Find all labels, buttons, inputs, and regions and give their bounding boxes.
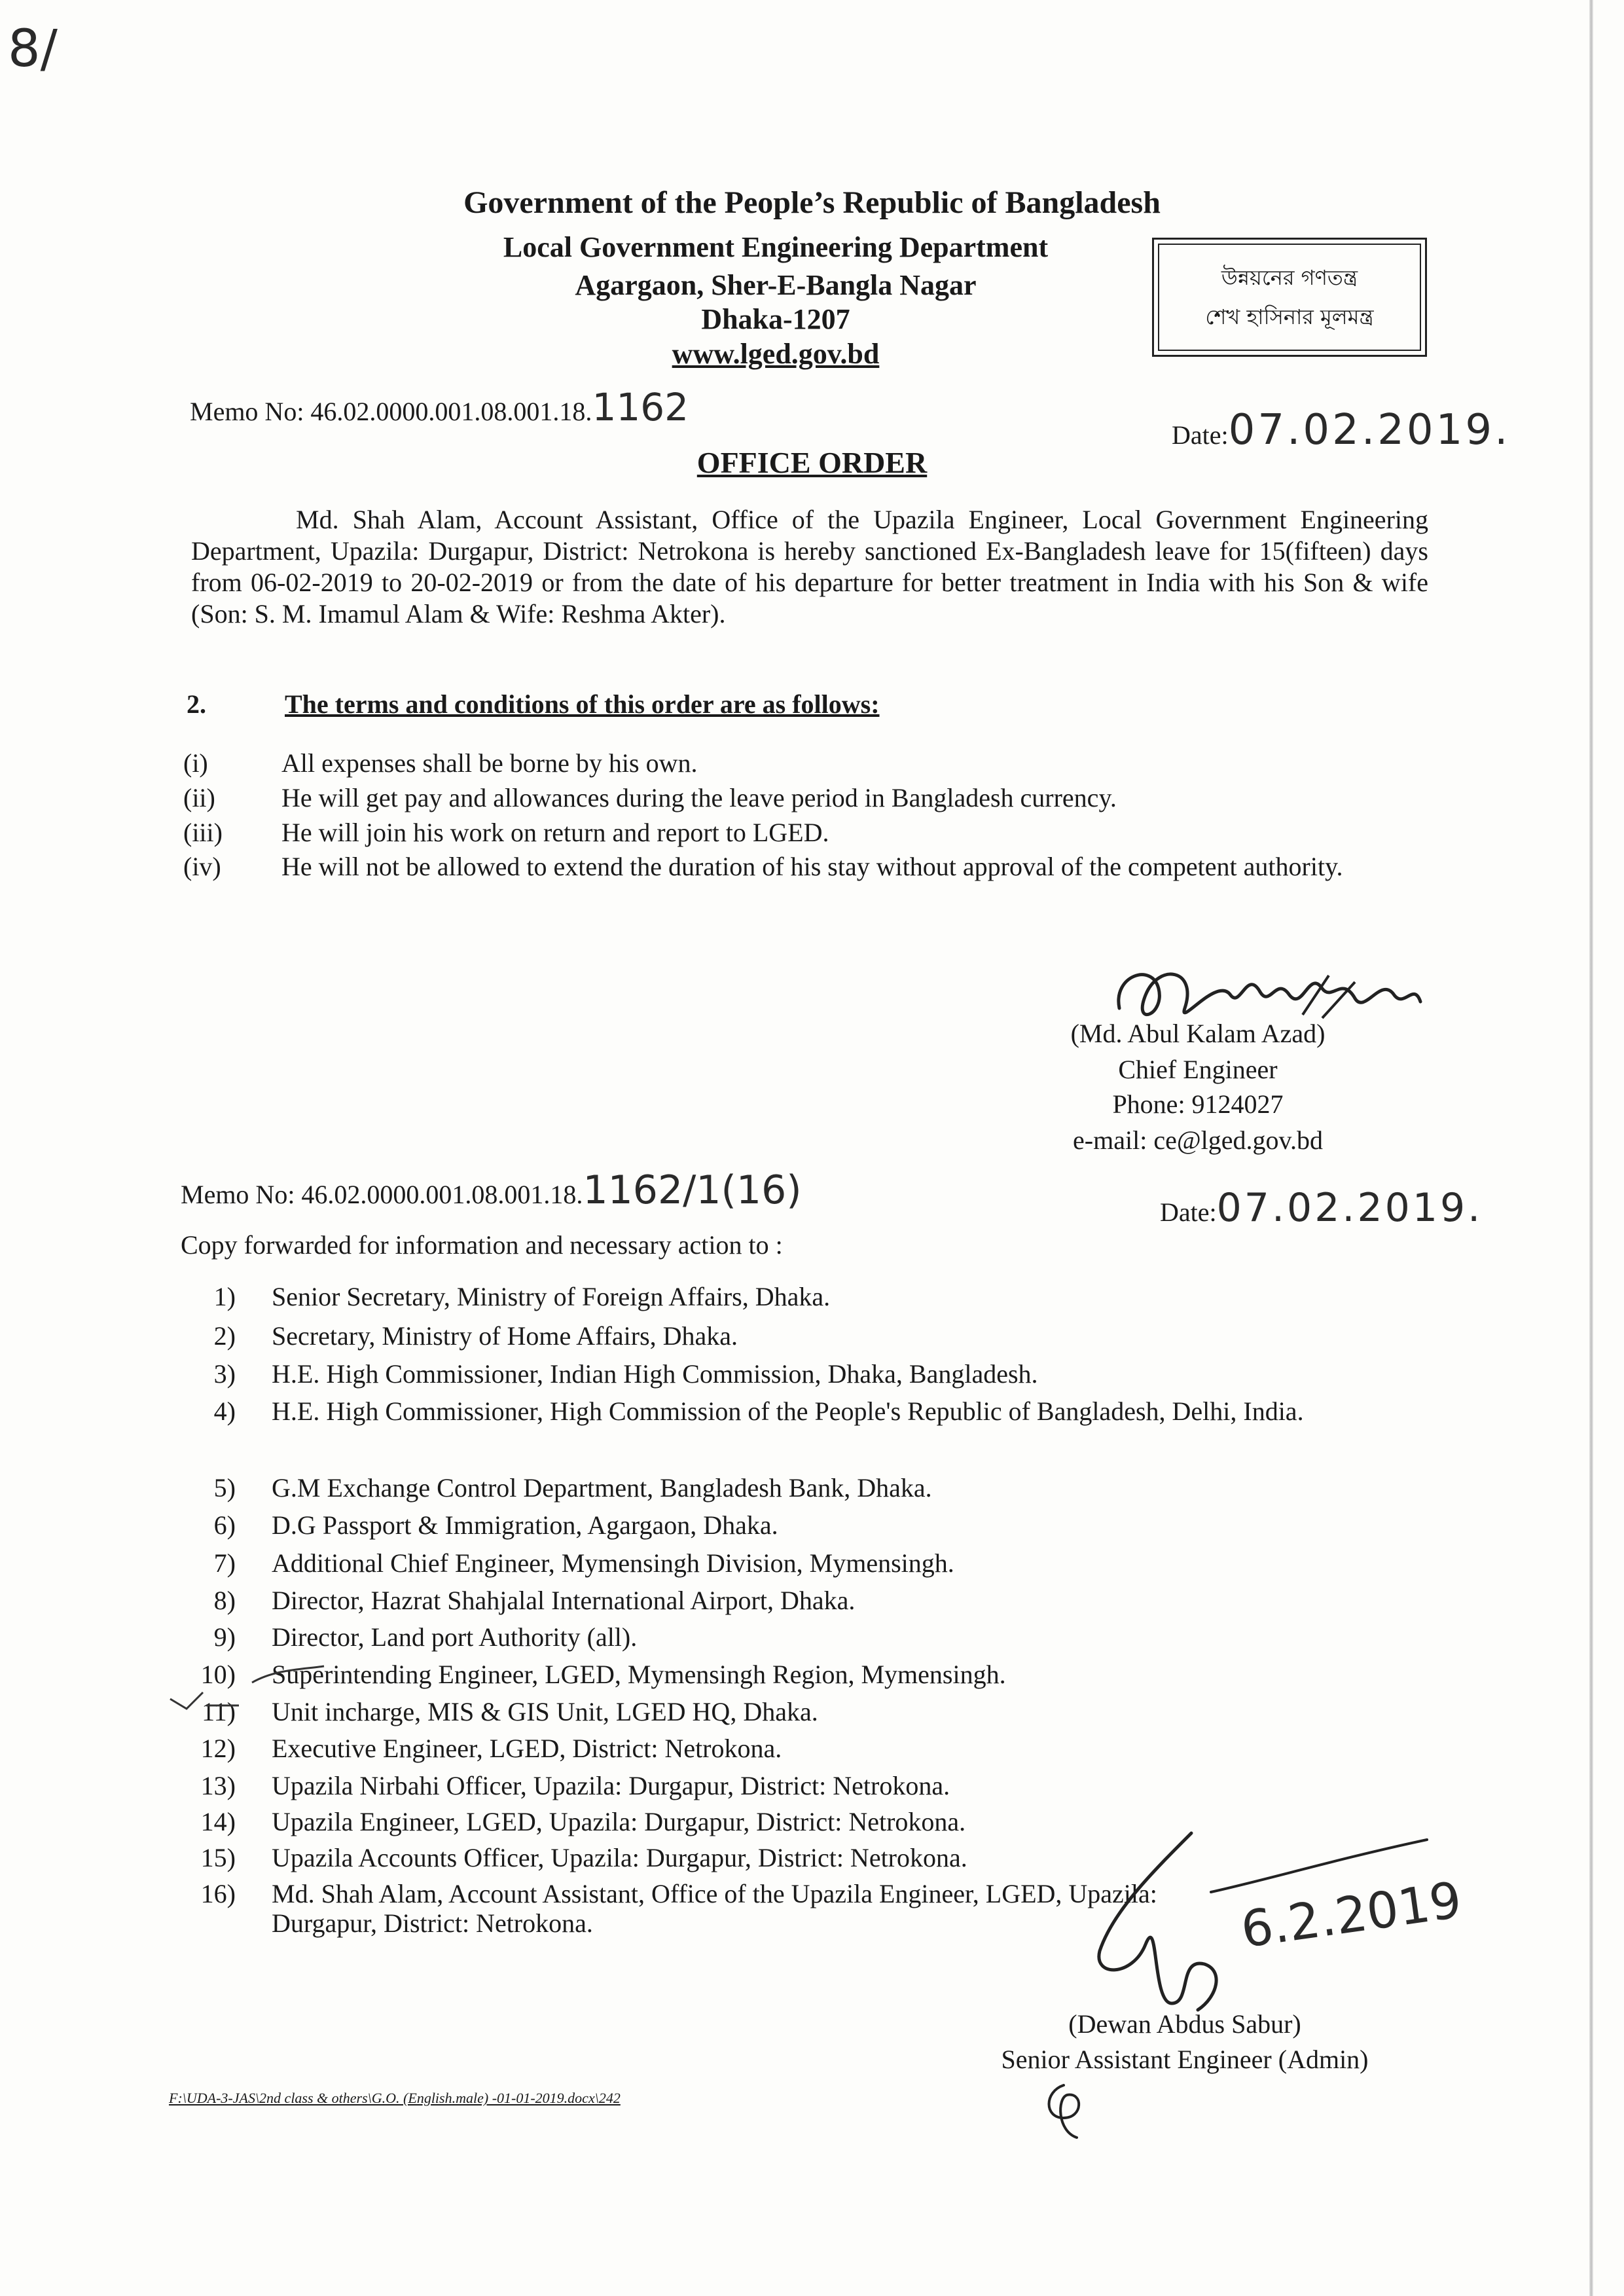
- memo-date-2: [1160, 1185, 1483, 1231]
- date-handwritten: 07.02.2019.: [1216, 1185, 1483, 1231]
- list-number: 3): [213, 1359, 236, 1389]
- list-number: 10): [200, 1660, 236, 1689]
- list-number: 7): [213, 1548, 236, 1578]
- memo-label: Memo No: 46.02.0000.001.08.001.18.: [181, 1180, 583, 1209]
- header-address: Agargaon, Sher-E-Bangla Nagar: [575, 269, 977, 301]
- list-text: Additional Chief Engineer, Mymensingh Division, Mymensingh.: [272, 1548, 954, 1578]
- scan-edge: [1589, 0, 1593, 2296]
- terms-heading: The terms and conditions of this order are as follows:: [285, 689, 880, 719]
- header-city: Dhaka-1207: [701, 303, 850, 335]
- corner-handwritten-mark: 8/: [8, 20, 58, 79]
- chief-engineer-phone: Phone: 9124027: [1112, 1089, 1284, 1119]
- list-item: [0, 1771, 1624, 1800]
- list-text: H.E. High Commissioner, Indian High Commission, Dhaka, Bangladesh.: [272, 1359, 1038, 1389]
- list-text: Executive Engineer, LGED, District: Netrokona.: [272, 1734, 782, 1763]
- term-item: [0, 851, 1624, 917]
- list-text: G.M Exchange Control Department, Bangladesh Bank, Dhaka.: [272, 1473, 932, 1503]
- memo-number-2: [181, 1167, 802, 1213]
- list-number: 4): [213, 1396, 236, 1426]
- list-number: 13): [200, 1771, 236, 1800]
- term-text: He will get pay and allowances during the leave period in Bangladesh currency.: [281, 783, 1117, 812]
- handwritten-tick-mark: [167, 1686, 245, 1719]
- list-text: D.G Passport & Immigration, Agargaon, Dhaka.: [272, 1510, 778, 1540]
- list-number: 8): [213, 1586, 236, 1615]
- list-item: [0, 1473, 1624, 1503]
- chief-engineer-email: e-mail: ce@lged.gov.bd: [1073, 1125, 1323, 1155]
- list-text: H.E. High Commissioner, High Commission of the People's Republic of Bangladesh, Delhi, India.: [272, 1396, 1304, 1426]
- memo-number-handwritten: 1162/1(16): [583, 1167, 802, 1213]
- list-item: [0, 1282, 1624, 1311]
- copy-forward-intro: Copy forwarded for information and necessary action to :: [181, 1230, 783, 1260]
- handwritten-initial: [1038, 2079, 1096, 2144]
- term-item: [0, 817, 1624, 848]
- list-number: 6): [213, 1510, 236, 1540]
- footer-file-path: F:\UDA-3-JAS\2nd class & others\G.O. (English.male) -01-01-2019.docx\242: [169, 2090, 621, 2106]
- list-text: Upazila Accounts Officer, Upazila: Durgapur, District: Netrokona.: [272, 1843, 967, 1872]
- term-text: All expenses shall be borne by his own.: [281, 748, 698, 778]
- handwritten-sign-date: 6.2.2019: [1237, 1870, 1465, 1959]
- terms-section-number: 2.: [187, 689, 206, 719]
- term-text: He will not be allowed to extend the duration of his stay without approval of the competent authority.: [281, 852, 1343, 881]
- list-text: Unit incharge, MIS & GIS Unit, LGED HQ, Dhaka.: [272, 1697, 818, 1726]
- term-text: He will join his work on return and report to LGED.: [281, 818, 829, 847]
- list-item: [0, 1359, 1624, 1389]
- date-label: Date:: [1172, 420, 1229, 450]
- list-number: 1): [213, 1282, 236, 1311]
- senior-assistant-engineer-name: (Dewan Abdus Sabur): [1068, 2009, 1301, 2039]
- term-number: (i): [183, 748, 208, 778]
- memo-label: Memo No: 46.02.0000.001.08.001.18.: [190, 397, 592, 426]
- list-item: [0, 1321, 1624, 1351]
- list-number: 16): [200, 1879, 236, 1908]
- list-number: 14): [200, 1807, 236, 1836]
- list-number: 2): [213, 1321, 236, 1351]
- list-item: [0, 1622, 1624, 1652]
- header-website-link[interactable]: www.lged.gov.bd: [672, 338, 880, 370]
- list-item: [0, 1510, 1624, 1540]
- list-number: 5): [213, 1473, 236, 1503]
- list-number: 9): [213, 1622, 236, 1652]
- list-text: Superintending Engineer, LGED, Mymensingh Region, Mymensingh.: [272, 1660, 1006, 1689]
- list-text: Upazila Engineer, LGED, Upazila: Durgapur, District: Netrokona.: [272, 1807, 966, 1836]
- term-number: (iii): [183, 818, 223, 847]
- list-text: Upazila Nirbahi Officer, Upazila: Durgapur, District: Netrokona.: [272, 1771, 950, 1800]
- slogan-stamp: [1152, 238, 1427, 357]
- date-label: Date:: [1160, 1197, 1217, 1227]
- term-number: (iv): [183, 852, 221, 881]
- list-item: [0, 1586, 1624, 1615]
- list-item: [0, 1548, 1624, 1578]
- list-number: 12): [200, 1734, 236, 1763]
- handwritten-strike-mark: [249, 1663, 327, 1689]
- term-item: [0, 782, 1624, 814]
- stamp-line-2: শেখ হাসিনার মূলমন্ত্র: [1205, 304, 1374, 329]
- list-item: [0, 1396, 1624, 1459]
- senior-assistant-engineer-designation: Senior Assistant Engineer (Admin): [1001, 2045, 1369, 2074]
- list-item: [0, 1660, 1624, 1689]
- order-body-paragraph: Md. Shah Alam, Account Assistant, Office of the Upazila Engineer, Local Government Engineering Department, Upazila: Durgapur, District: Netrokona is hereby sanctioned Ex-Bangladesh leave for 15(fifteen) days from 06-02-2019 to 20-02-2019 or from the date of his departure for better treatment in India with his Son & wife (Son: S. M. Imamul Alam & Wife: Reshma Akter).: [191, 505, 1428, 629]
- list-text: Director, Land port Authority (all).: [272, 1622, 638, 1652]
- term-item: [0, 748, 1624, 779]
- chief-engineer-designation: Chief Engineer: [1118, 1055, 1278, 1084]
- office-order-title: OFFICE ORDER: [696, 446, 928, 479]
- header-government-title: Government of the People’s Republic of Bangladesh: [463, 185, 1161, 220]
- chief-engineer-name: (Md. Abul Kalam Azad): [1070, 1019, 1326, 1048]
- list-text: Secretary, Ministry of Home Affairs, Dhaka.: [272, 1321, 738, 1351]
- header-department: Local Government Engineering Department: [503, 231, 1049, 263]
- term-number: (ii): [183, 783, 215, 812]
- date-handwritten: 07.02.2019.: [1228, 406, 1511, 454]
- list-item: [0, 1734, 1624, 1763]
- list-number: 11): [202, 1697, 236, 1726]
- memo-number-1: [190, 385, 689, 429]
- list-text: Director, Hazrat Shahjalal International Airport, Dhaka.: [272, 1586, 856, 1615]
- stamp-line-1: উন্নয়নের গণতন্ত্র: [1221, 265, 1358, 290]
- list-text: Senior Secretary, Ministry of Foreign Affairs, Dhaka.: [272, 1282, 831, 1311]
- list-text: Md. Shah Alam, Account Assistant, Office of the Upazila Engineer, LGED, Upazila: Durgapur, District: Netrokona.: [272, 1879, 1157, 1938]
- list-number: 15): [200, 1843, 236, 1872]
- memo-number-handwritten: 1162: [592, 385, 689, 429]
